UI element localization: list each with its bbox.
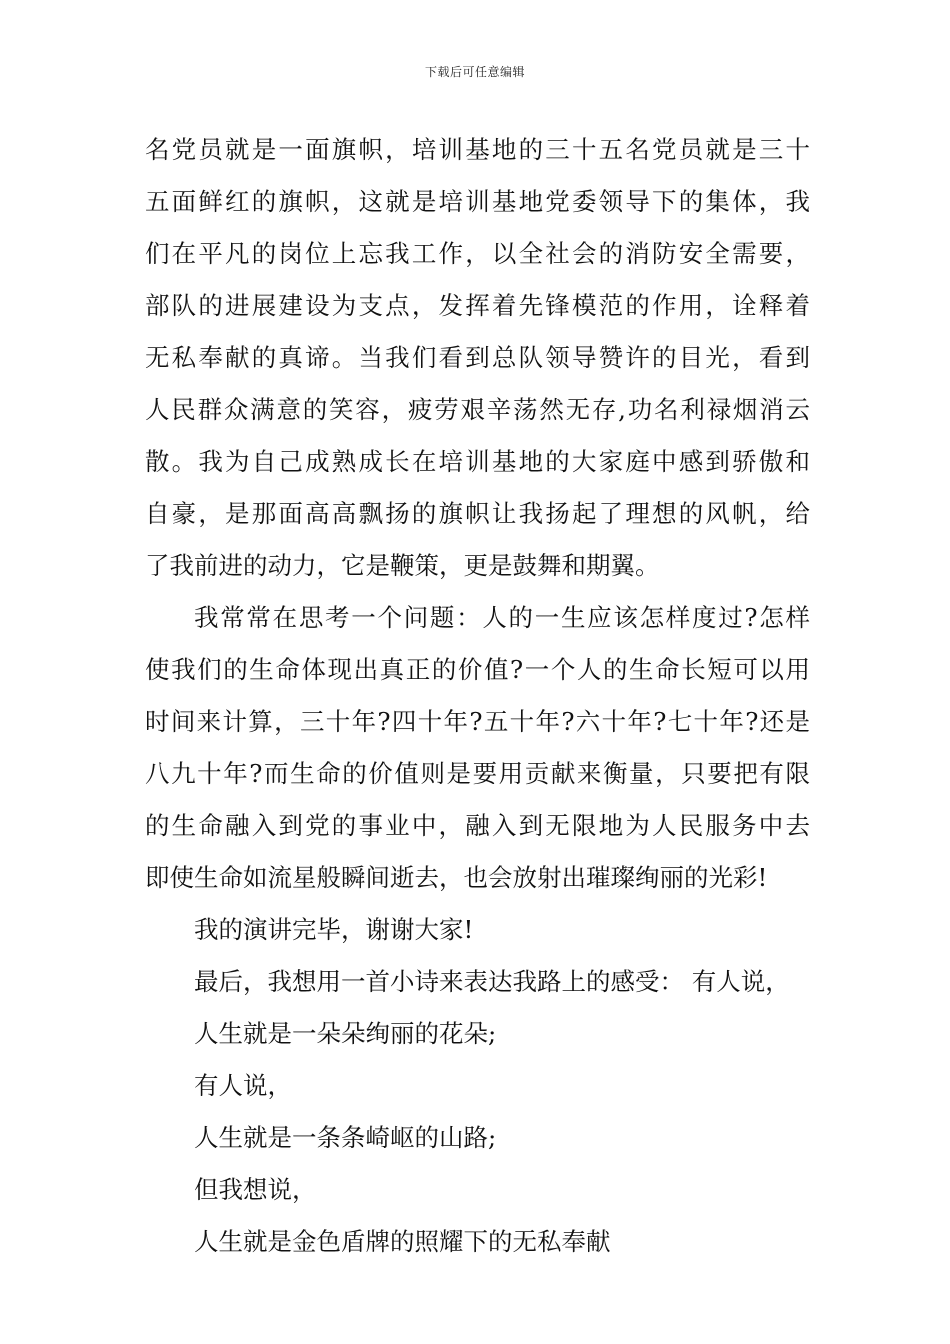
- page-header-note: 下载后可任意编辑: [424, 65, 525, 79]
- paragraph-line: 们在平凡的岗位上忘我工作，以全社会的消防安全需要，: [145, 239, 810, 268]
- paragraph-line: 八九十年?而生命的价值则是要用贡献来衡量，只要把有限: [145, 759, 810, 788]
- paragraph-line: 了我前进的动力，它是鞭策，更是鼓舞和期翼。: [145, 551, 660, 580]
- paragraph-line: 即使生命如流星般瞬间逝去，也会放射出璀璨绚丽的光彩!: [145, 863, 768, 892]
- paragraph-line: 最后，我想用一首小诗来表达我路上的感受： 有人说，: [194, 967, 790, 996]
- paragraph-line: 时间来计算，三十年?四十年?五十年?六十年?七十年?还是: [145, 707, 810, 736]
- paragraph-line: 无私奉献的真谛。当我们看到总队领导赞许的目光，看到: [145, 343, 810, 372]
- poem-line: 但我想说，: [194, 1175, 317, 1204]
- poem-line: 有人说，: [194, 1071, 292, 1100]
- paragraph-line: 散。我为自己成熟成长在培训基地的大家庭中感到骄傲和: [145, 447, 810, 476]
- poem-line: 人生就是金色盾牌的照耀下的无私奉献: [194, 1227, 611, 1256]
- paragraph-line: 名党员就是一面旗帜，培训基地的三十五名党员就是三十: [145, 135, 810, 164]
- speech-body: [145, 124, 810, 1268]
- paragraph-line: 使我们的生命体现出真正的价值?一个人的生命长短可以用: [145, 655, 810, 684]
- paragraph-line: 部队的进展建设为支点，发挥着先锋模范的作用，诠释着: [145, 291, 810, 320]
- paragraph-line: 我常常在思考一个问题：人的一生应该怎样度过?怎样: [194, 603, 810, 632]
- paragraph-line: 我的演讲完毕，谢谢大家!: [194, 915, 474, 944]
- poem-line: 人生就是一条条崎岖的山路;: [194, 1123, 497, 1152]
- poem-line: 人生就是一朵朵绚丽的花朵;: [194, 1019, 497, 1048]
- paragraph-line: 五面鲜红的旗帜，这就是培训基地党委领导下的集体，我: [145, 187, 810, 216]
- paragraph-line: 的生命融入到党的事业中，融入到无限地为人民服务中去: [145, 811, 810, 840]
- paragraph-line: 人民群众满意的笑容，疲劳艰辛荡然无存,功名利禄烟消云: [145, 395, 810, 424]
- paragraph-line: 自豪，是那面高高飘扬的旗帜让我扬起了理想的风帆，给: [145, 499, 810, 528]
